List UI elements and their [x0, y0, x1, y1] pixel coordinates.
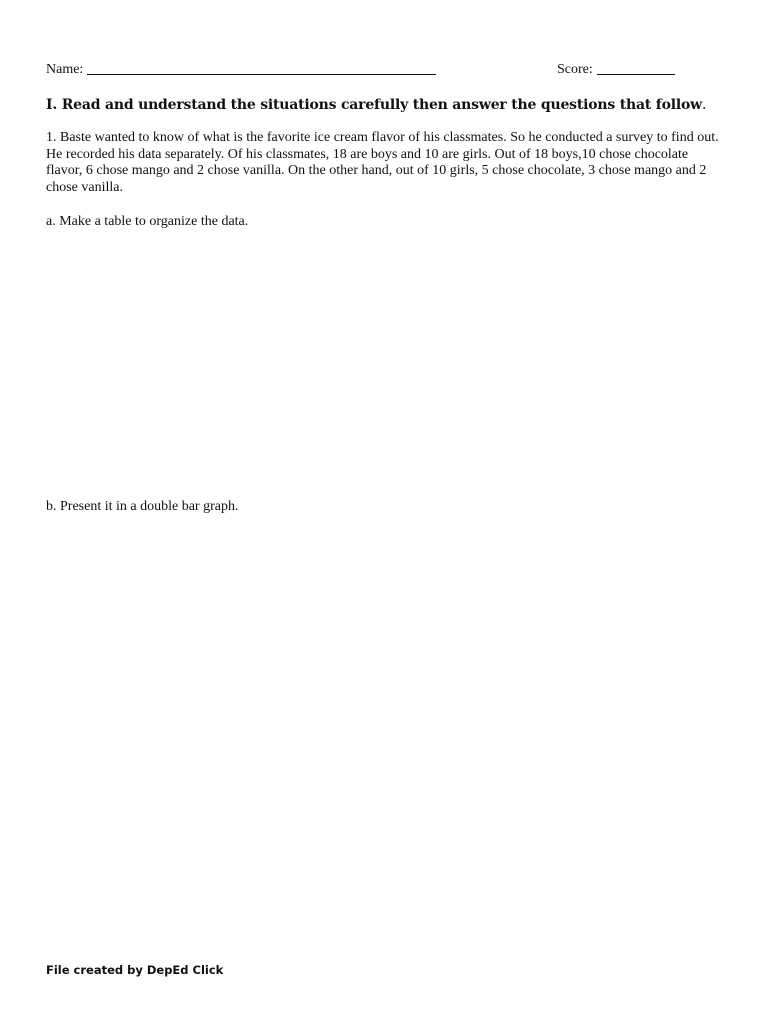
name-blank-line[interactable]	[87, 60, 436, 75]
instruction-period: .	[701, 97, 707, 113]
instruction-heading	[46, 97, 726, 113]
question-b: b. Present it in a double bar graph.	[46, 499, 239, 514]
header-row	[46, 60, 686, 80]
instruction-text: I. Read and understand the situations carefully then answer the questions that follow	[46, 97, 702, 113]
problem-1-text: 1. Baste wanted to know of what is the favorite ice cream flavor of his classmates. So he conducted a survey to find out. He recorded his data separately. Of his classmates, 18 are boys and 10 are girls. Out of 18 boys,10 chose chocolate flavor, 6 chose mango and 2 chose vanilla. On the other hand, out of 10 girls, 5 chose chocolate, 3 chose mango and 2 chose vanilla.	[46, 130, 719, 195]
name-field	[46, 60, 436, 78]
score-label: Score:	[557, 62, 593, 77]
question-a: a. Make a table to organize the data.	[46, 214, 249, 229]
footer-credit: File created by DepEd Click	[46, 963, 224, 977]
score-blank-line[interactable]	[597, 60, 675, 75]
name-label: Name:	[46, 62, 84, 77]
score-field	[557, 60, 675, 78]
